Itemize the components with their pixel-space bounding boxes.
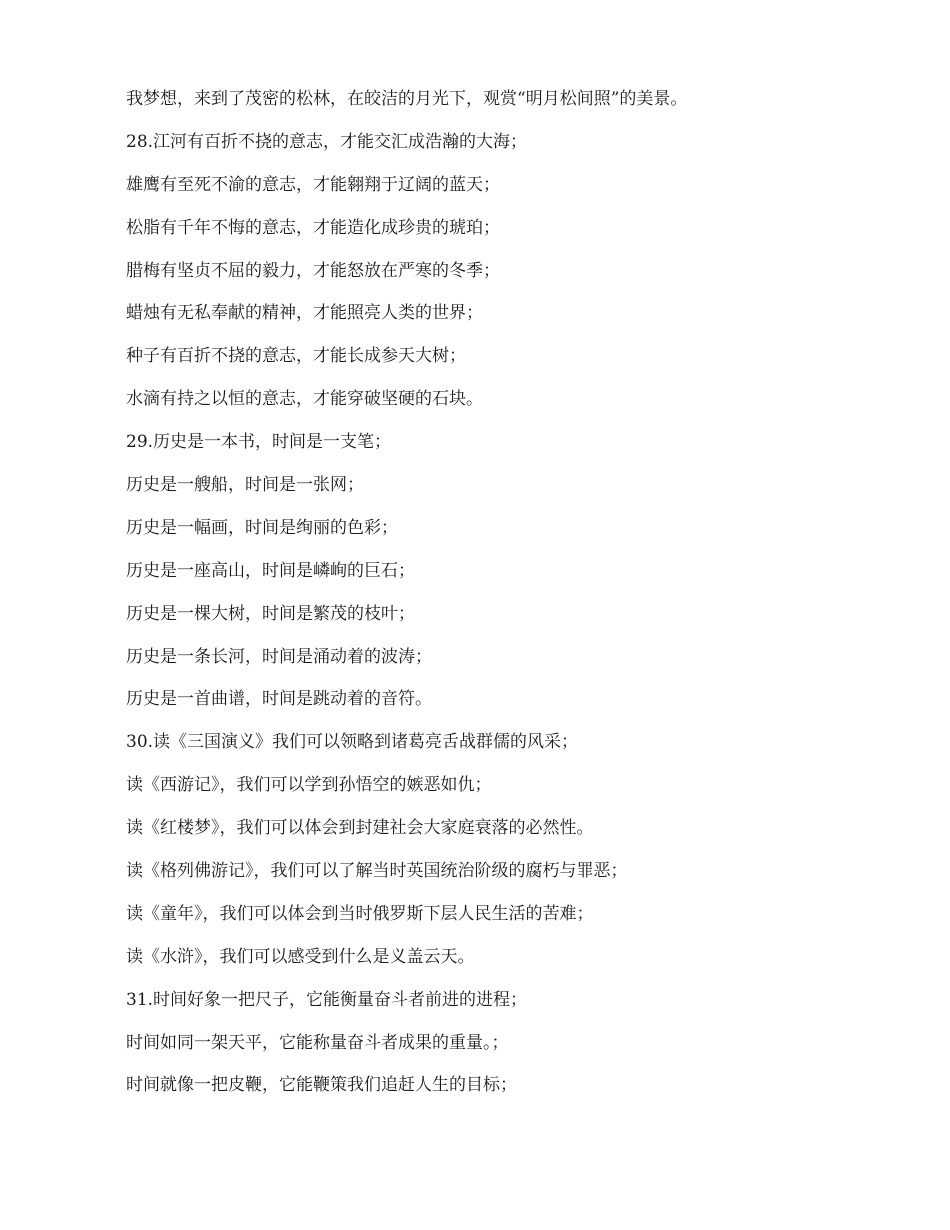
- text-line: 我梦想，来到了茂密的松林，在皎洁的月光下，观赏“明月松间照”的美景。: [126, 89, 688, 109]
- text-line: 历史是一棵大树，时间是繁茂的枝叶；: [126, 603, 415, 624]
- text-line: 历史是一座高山，时间是嶙峋的巨石；: [126, 560, 415, 581]
- text-line: 28.江河有百折不挠的意志，才能交汇成浩瀚的大海；: [126, 131, 528, 152]
- text-line: 时间就像一把皮鞭，它能鞭策我们追赶人生的目标；: [126, 1075, 517, 1096]
- text-line: 历史是一艘船，时间是一张网；: [126, 475, 364, 496]
- text-line: 历史是一首曲谱，时间是跳动着的音符。: [126, 689, 432, 710]
- text-line: 历史是一条长河，时间是涌动着的波涛；: [126, 646, 432, 667]
- text-line: 雄鹰有至死不渝的意志，才能翱翔于辽阔的蓝天；: [126, 174, 500, 195]
- text-line: 31.时间好象一把尺子，它能衡量奋斗者前进的进程；: [126, 989, 528, 1010]
- text-line: 蜡烛有无私奉献的精神，才能照亮人类的世界；: [126, 303, 483, 324]
- text-line: 种子有百折不挠的意志，才能长成参天大树；: [126, 346, 466, 367]
- text-line: 时间如同一架天平，它能称量奋斗者成果的重量。；: [126, 1032, 509, 1053]
- text-line: 读《格列佛游记》，我们可以了解当时英国统治阶级的腐朽与罪恶；: [126, 861, 628, 882]
- text-line: 读《红楼梦》，我们可以体会到封建社会大家庭衰落的必然性。: [126, 818, 594, 839]
- text-line: 水滴有持之以恒的意志，才能穿破坚硬的石块。: [126, 389, 483, 410]
- text-line: 读《西游记》，我们可以学到孙悟空的嫉恶如仇；: [126, 775, 492, 796]
- document-body: [126, 84, 826, 1113]
- text-line: 29.历史是一本书，时间是一支笔；: [126, 432, 392, 453]
- text-line: 历史是一幅画，时间是绚丽的色彩；: [126, 517, 398, 538]
- text-line: 读《童年》，我们可以体会到当时俄罗斯下层人民生活的苦难；: [126, 903, 594, 924]
- text-line: 读《水浒》，我们可以感受到什么是义盖云天。: [126, 946, 475, 967]
- text-line: 30.读《三国演义》我们可以领略到诸葛亮舌战群儒的风采；: [126, 732, 579, 753]
- text-line: 腊梅有坚贞不屈的毅力，才能怒放在严寒的冬季；: [126, 260, 500, 281]
- text-line: 松脂有千年不悔的意志，才能造化成珍贵的琥珀；: [126, 217, 500, 238]
